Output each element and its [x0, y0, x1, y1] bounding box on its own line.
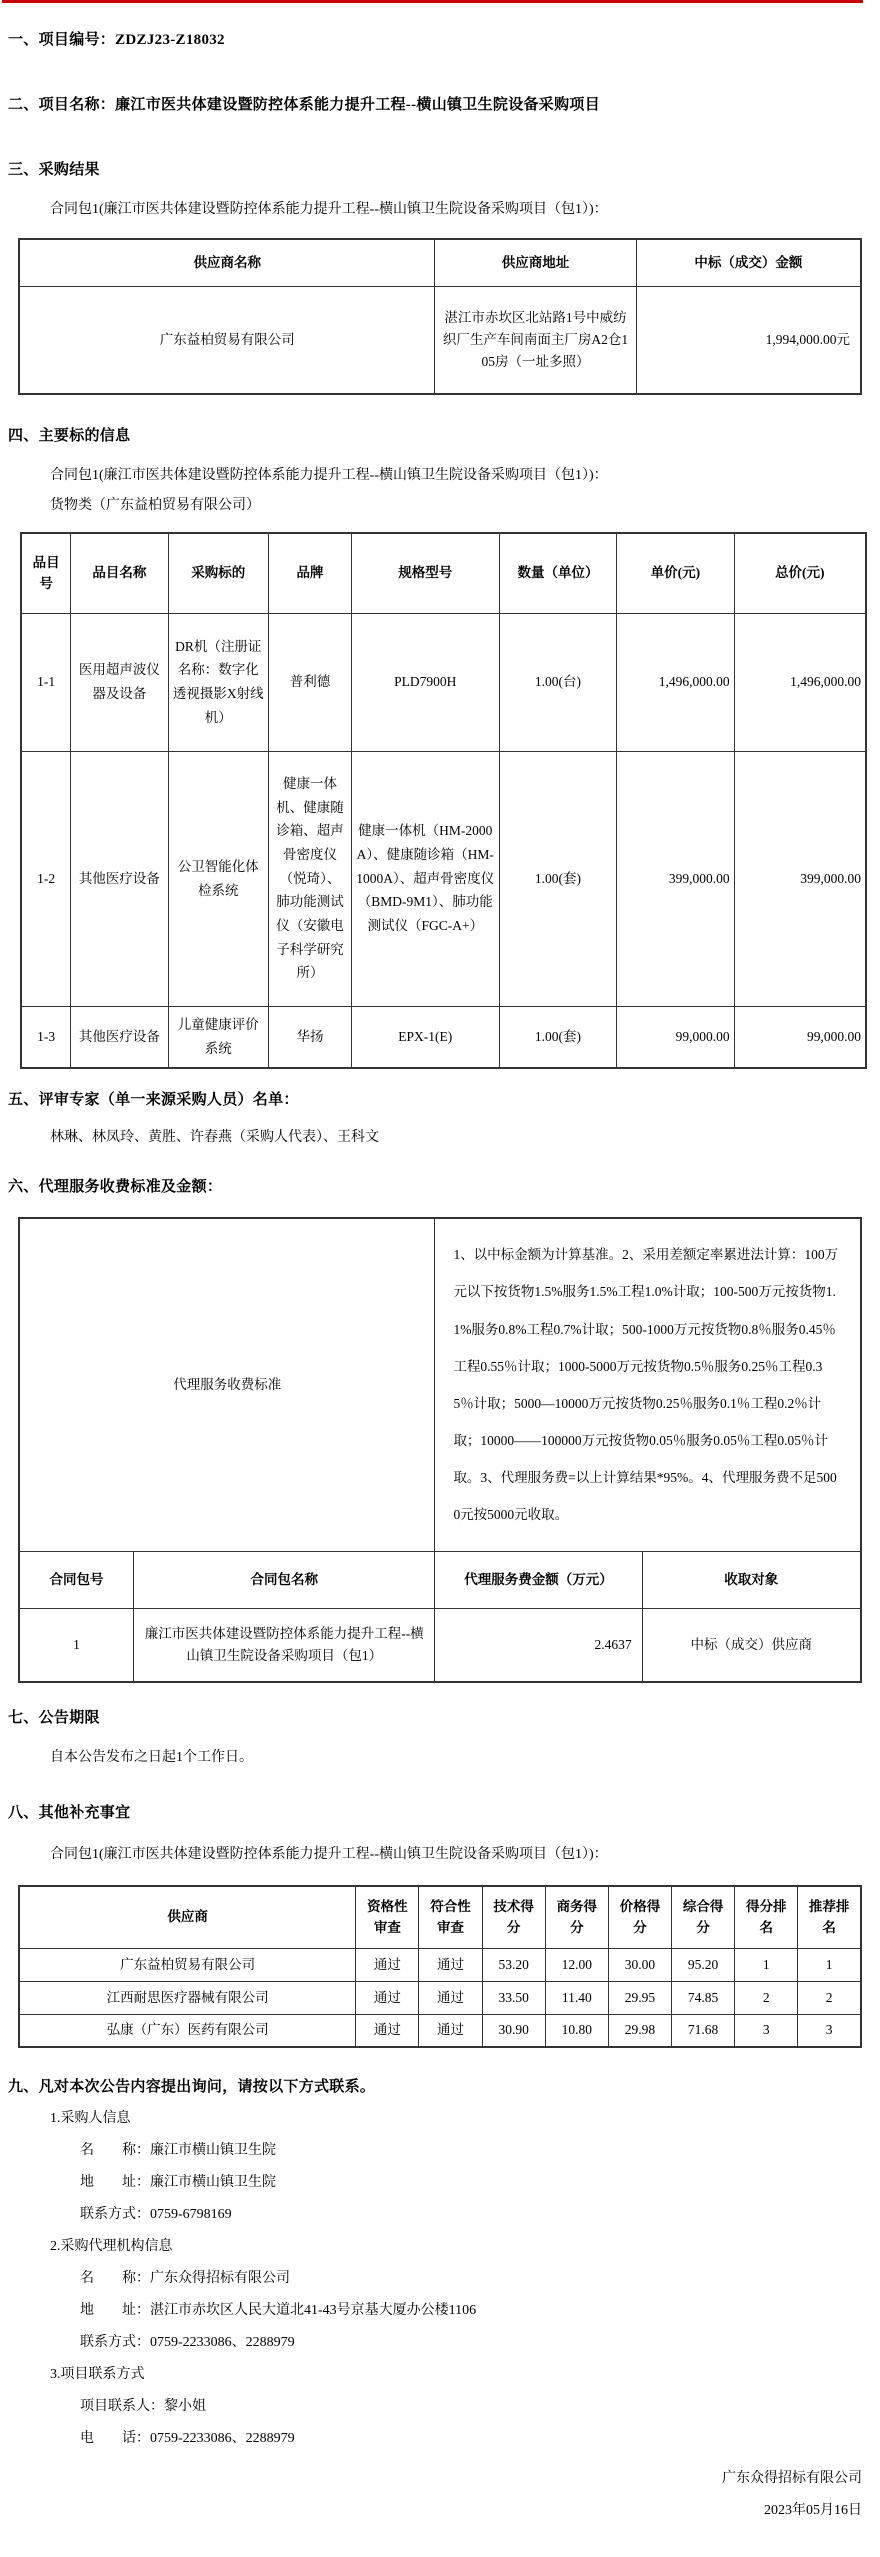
notice-period-heading: 七、公告期限 — [8, 1710, 100, 1726]
item-name-cell: 医用超声波仪器及设备 — [71, 613, 168, 751]
item-unit-price-cell: 99,000.00 — [617, 1006, 734, 1068]
recommend-rank-cell: 3 — [798, 2014, 861, 2047]
item-total-price-cell: 99,000.00 — [734, 1006, 866, 1068]
agency-name-line: 名 称：广东众得招标有限公司 — [80, 2271, 290, 2286]
item-model-cell: 健康一体机（HM-2000A）、健康随诊箱（HM-1000A）、超声骨密度仪（BMD-9M1）、肺功能测试仪（FGC-A+） — [351, 751, 499, 1006]
score-col-score-rank: 得分排名 — [735, 1886, 798, 1948]
items-col-subject: 采购标的 — [168, 533, 269, 613]
item-no-cell: 1-1 — [21, 613, 71, 751]
footer-agency-signature: 广东众得招标有限公司 — [722, 2471, 862, 2486]
fee-table-header-row — [19, 1551, 861, 1608]
recommend-rank-cell: 1 — [798, 1948, 861, 1981]
purchaser-info-title: 1.采购人信息 — [50, 2111, 131, 2126]
item-subject-cell: DR机（注册证名称：数字化透视摄影X射线机） — [168, 613, 269, 751]
contact-section-heading: 九、凡对本次公告内容提出询问，请按以下方式联系。 — [8, 2079, 376, 2095]
score-qualification-cell: 通过 — [356, 2014, 419, 2047]
supplementary-package-line: 合同包1(廉江市医共体建设暨防控体系能力提升工程--横山镇卫生院设备采购项目（包1）)： — [50, 1847, 608, 1862]
fee-standard-text-cell: 1、以中标金额为计算基准。2、采用差额定率累进法计算：100万元以下按货物1.5%服务1.5%工程1.0%计取；100-500万元按货物1.1%服务0.8%工程0.7%计取；500-1000万元按货物0.8％服务0.45％工程0.55％计取；1000-5000万元按货物0.5％服务0.25％工程0.35％计取；5000—10000万元按货物0.25％服务0.1％工程0.2％计取；10000——100000万元按货物0.05％服务0.05％工程0.05％计取。3、代理服务费=以上计算结果*95%。4、代理服务费不足5000元按5000元收取。 — [435, 1218, 861, 1551]
project-number-heading: 一、项目编号：ZDZJ23-Z18032 — [8, 32, 225, 48]
result-col-supplier-name: 供应商名称 — [19, 239, 435, 286]
result-table — [18, 238, 862, 395]
items-col-item-no: 品目号 — [21, 533, 71, 613]
score-commercial-cell: 10.80 — [545, 2014, 608, 2047]
fee-package-no-cell: 1 — [19, 1608, 134, 1682]
supplier-address-cell: 湛江市赤坎区北站路1号中威纺织厂生产车间南面主厂房A2仓105房（一址多照） — [435, 286, 636, 394]
purchaser-name-line: 名 称：廉江市横山镇卫生院 — [80, 2143, 276, 2158]
agency-fee-section-heading: 六、代理服务收费标准及金额： — [8, 1179, 223, 1195]
items-col-brand: 品牌 — [269, 533, 352, 613]
score-conformity-cell: 通过 — [419, 1981, 482, 2014]
fee-table-row — [19, 1608, 861, 1682]
agency-fee-table — [18, 1217, 862, 1683]
fee-payer-cell: 中标（成交）供应商 — [642, 1608, 861, 1682]
score-col-technical: 技术得分 — [482, 1886, 545, 1948]
score-technical-cell: 30.90 — [482, 2014, 545, 2047]
fee-standard-label-cell: 代理服务收费标准 — [19, 1218, 435, 1551]
item-brand-cell: 华扬 — [269, 1006, 352, 1068]
score-overall-cell: 71.68 — [672, 2014, 735, 2047]
score-technical-cell: 53.20 — [482, 1948, 545, 1981]
score-table-row-1 — [19, 1948, 861, 1981]
score-col-conformity-review: 符合性审查 — [419, 1886, 482, 1948]
score-rank-cell: 1 — [735, 1948, 798, 1981]
fee-col-fee-amount: 代理服务费金额（万元） — [435, 1551, 642, 1608]
result-table-header-row — [19, 239, 861, 286]
item-no-cell: 1-3 — [21, 1006, 71, 1068]
score-supplier-cell: 江西耐思医疗器械有限公司 — [19, 1981, 356, 2014]
items-col-unit-price: 单价(元) — [617, 533, 734, 613]
fee-standard-row — [19, 1218, 861, 1551]
fee-package-name-cell: 廉江市医共体建设暨防控体系能力提升工程--横山镇卫生院设备采购项目（包1） — [134, 1608, 435, 1682]
score-col-price: 价格得分 — [608, 1886, 671, 1948]
item-quantity-cell: 1.00(套) — [499, 1006, 616, 1068]
score-conformity-cell: 通过 — [419, 1948, 482, 1981]
item-subject-cell: 公卫智能化体检系统 — [168, 751, 269, 1006]
agency-address-line: 地 址：湛江市赤坎区人民大道北41-43号京基大厦办公楼1106 — [80, 2303, 477, 2318]
project-name-heading: 二、项目名称：廉江市医共体建设暨防控体系能力提升工程--横山镇卫生院设备采购项目 — [8, 97, 600, 113]
items-table-row-1 — [21, 613, 866, 751]
items-package-line: 合同包1(廉江市医共体建设暨防控体系能力提升工程--横山镇卫生院设备采购项目（包1）)： — [50, 468, 608, 483]
score-col-qualification-review: 资格性审查 — [356, 1886, 419, 1948]
result-col-award-amount: 中标（成交）金额 — [636, 239, 861, 286]
score-col-overall: 综合得分 — [672, 1886, 735, 1948]
score-commercial-cell: 11.40 — [545, 1981, 608, 2014]
purchaser-address-line: 地 址：廉江市横山镇卫生院 — [80, 2175, 276, 2190]
fee-col-package-no: 合同包号 — [19, 1551, 134, 1608]
score-conformity-cell: 通过 — [419, 2014, 482, 2047]
agency-info-title: 2.采购代理机构信息 — [50, 2239, 173, 2254]
project-contact-phone-line: 电 话：0759-2233086、2288979 — [80, 2431, 295, 2446]
score-table-row-2 — [19, 1981, 861, 2014]
project-contact-person-line: 项目联系人：黎小姐 — [80, 2399, 206, 2414]
score-col-supplier: 供应商 — [19, 1886, 356, 1948]
supplier-name-cell: 广东益柏贸易有限公司 — [19, 286, 435, 394]
item-quantity-cell: 1.00(台) — [499, 613, 616, 751]
result-table-row — [19, 286, 861, 394]
supplementary-section-heading: 八、其他补充事宜 — [8, 1805, 131, 1821]
item-name-cell: 其他医疗设备 — [71, 751, 168, 1006]
fee-col-payer: 收取对象 — [642, 1551, 861, 1608]
score-rank-cell: 3 — [735, 2014, 798, 2047]
item-quantity-cell: 1.00(套) — [499, 751, 616, 1006]
result-package-line: 合同包1(廉江市医共体建设暨防控体系能力提升工程--横山镇卫生院设备采购项目（包1）)： — [50, 202, 608, 217]
score-commercial-cell: 12.00 — [545, 1948, 608, 1981]
item-total-price-cell: 1,496,000.00 — [734, 613, 866, 751]
score-price-cell: 29.95 — [608, 1981, 671, 2014]
score-qualification-cell: 通过 — [356, 1981, 419, 2014]
score-qualification-cell: 通过 — [356, 1948, 419, 1981]
items-col-item-name: 品目名称 — [71, 533, 168, 613]
result-section-heading: 三、采购结果 — [8, 162, 100, 178]
score-price-cell: 29.98 — [608, 2014, 671, 2047]
score-price-cell: 30.00 — [608, 1948, 671, 1981]
item-model-cell: EPX-1(E) — [351, 1006, 499, 1068]
items-table-row-2 — [21, 751, 866, 1006]
score-supplier-cell: 弘康（广东）医药有限公司 — [19, 2014, 356, 2047]
score-table-header-row — [19, 1886, 861, 1948]
item-no-cell: 1-2 — [21, 751, 71, 1006]
score-overall-cell: 74.85 — [672, 1981, 735, 2014]
item-unit-price-cell: 399,000.00 — [617, 751, 734, 1006]
notice-period-body: 自本公告发布之日起1个工作日。 — [50, 1750, 253, 1765]
recommend-rank-cell: 2 — [798, 1981, 861, 2014]
result-col-supplier-address: 供应商地址 — [435, 239, 636, 286]
item-total-price-cell: 399,000.00 — [734, 751, 866, 1006]
items-table-row-3 — [21, 1006, 866, 1068]
score-technical-cell: 33.50 — [482, 1981, 545, 2014]
items-col-model: 规格型号 — [351, 533, 499, 613]
footer-date: 2023年05月16日 — [764, 2503, 862, 2518]
items-col-quantity: 数量（单位） — [499, 533, 616, 613]
experts-section-heading: 五、评审专家（单一来源采购人员）名单： — [8, 1092, 299, 1108]
item-unit-price-cell: 1,496,000.00 — [617, 613, 734, 751]
item-model-cell: PLD7900H — [351, 613, 499, 751]
project-contact-title: 3.项目联系方式 — [50, 2367, 145, 2382]
item-brand-cell: 健康一体机、健康随诊箱、超声骨密度仪（悦琦）、肺功能测试仪（安徽电子科学研究所） — [269, 751, 352, 1006]
items-table-header-row — [21, 533, 866, 613]
score-table — [18, 1885, 862, 2048]
score-overall-cell: 95.20 — [672, 1948, 735, 1981]
item-name-cell: 其他医疗设备 — [71, 1006, 168, 1068]
items-table — [20, 532, 867, 1069]
score-rank-cell: 2 — [735, 1981, 798, 2014]
score-col-recommend-rank: 推荐排名 — [798, 1886, 861, 1948]
purchaser-contact-line: 联系方式：0759-6798169 — [80, 2207, 232, 2222]
items-section-heading: 四、主要标的信息 — [8, 428, 131, 444]
items-category-line: 货物类（广东益柏贸易有限公司） — [50, 498, 260, 513]
item-subject-cell: 儿童健康评价系统 — [168, 1006, 269, 1068]
score-col-commercial: 商务得分 — [545, 1886, 608, 1948]
item-brand-cell: 普利德 — [269, 613, 352, 751]
top-red-rule — [2, 0, 863, 3]
score-supplier-cell: 广东益柏贸易有限公司 — [19, 1948, 356, 1981]
score-table-row-3 — [19, 2014, 861, 2047]
fee-amount-cell: 2.4637 — [435, 1608, 642, 1682]
award-amount-cell: 1,994,000.00元 — [636, 286, 861, 394]
experts-list: 林琳、林凤玲、黄胜、许春燕（采购人代表）、王科文 — [50, 1130, 379, 1145]
fee-col-package-name: 合同包名称 — [134, 1551, 435, 1608]
items-col-total-price: 总价(元) — [734, 533, 866, 613]
agency-contact-line: 联系方式：0759-2233086、2288979 — [80, 2335, 295, 2350]
